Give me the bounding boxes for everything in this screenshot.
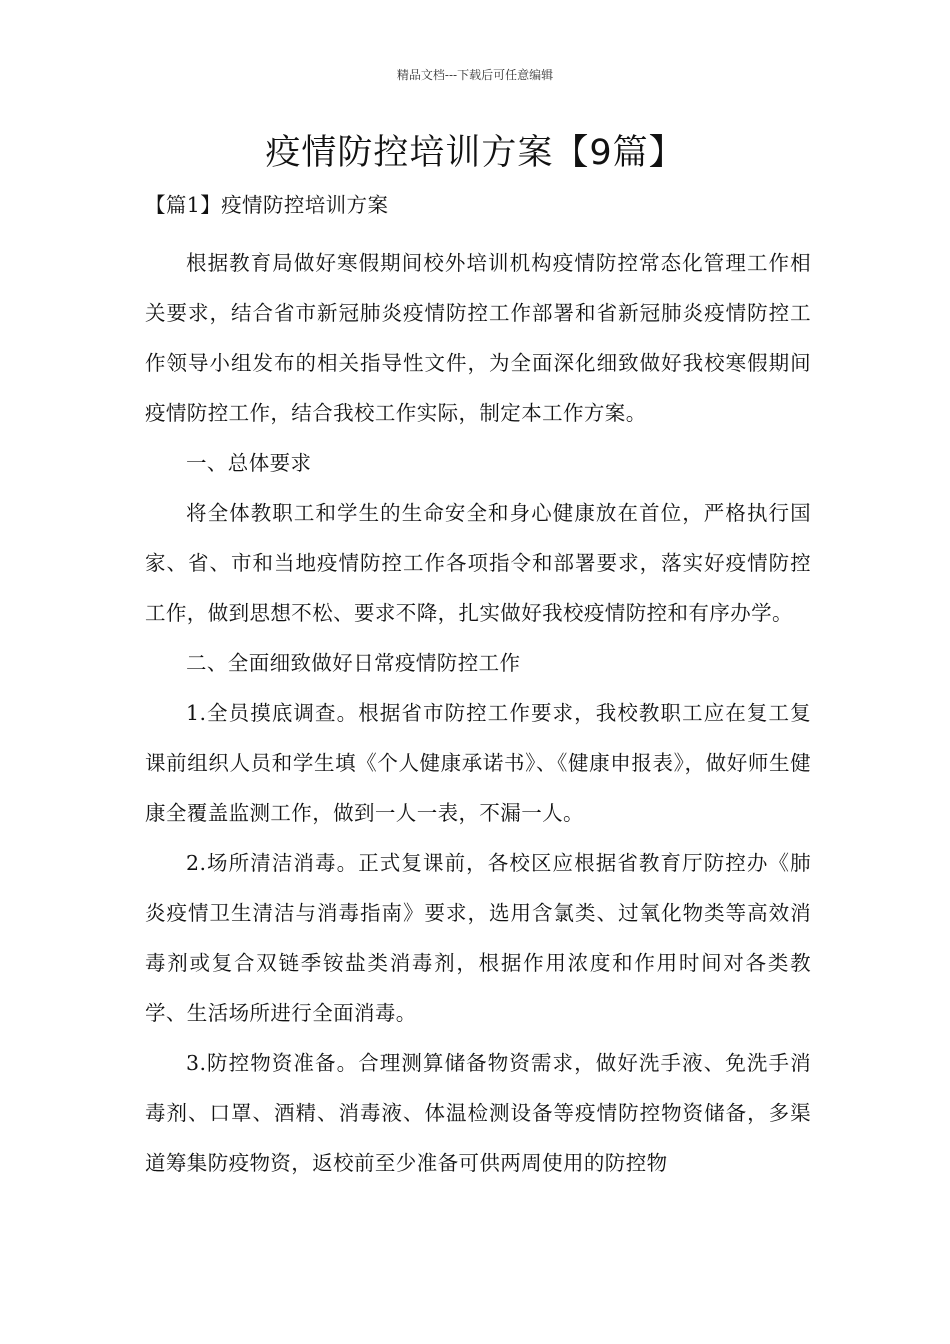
heading-overall-requirements: 一、总体要求: [186, 451, 312, 475]
document-body: [145, 180, 811, 1188]
paragraph-item-3: 3.防控物资准备。合理测算储备物资需求，做好洗手液、免洗手消毒剂、口罩、酒精、消毒液、体温检测设备等疫情防控物资储备，多渠道筹集防疫物资，返校前至少准备可供两周使用的防控物: [145, 1051, 811, 1175]
paragraph-item-1: 1.全员摸底调查。根据省市防控工作要求，我校教职工应在复工复课前组织人员和学生填《个人健康承诺书》、《健康申报表》，做好师生健康全覆盖监测工作，做到一人一表，不漏一人。: [145, 701, 811, 825]
section-heading: 【篇1】疫情防控培训方案: [145, 193, 389, 217]
paragraph-overall-requirements: 将全体教职工和学生的生命安全和身心健康放在首位，严格执行国家、省、市和当地疫情防控工作各项指令和部署要求，落实好疫情防控工作，做到思想不松、要求不降，扎实做好我校疫情防控和有序办学。: [145, 501, 811, 625]
paragraph-item-2: 2.场所清洁消毒。正式复课前，各校区应根据省教育厅防控办《肺炎疫情卫生清洁与消毒指南》要求，选用含氯类、过氧化物类等高效消毒剂或复合双链季铵盐类消毒剂，根据作用浓度和作用时间对各类教学、生活场所进行全面消毒。: [145, 851, 811, 1025]
document-title: 疫情防控培训方案【9篇】: [265, 133, 685, 173]
header-note: 精品文档---下载后可任意编辑: [396, 68, 554, 82]
heading-daily-prevention: 二、全面细致做好日常疫情防控工作: [186, 651, 521, 675]
paragraph-intro: 根据教育局做好寒假期间校外培训机构疫情防控常态化管理工作相关要求，结合省市新冠肺炎疫情防控工作部署和省新冠肺炎疫情防控工作领导小组发布的相关指导性文件，为全面深化细致做好我校寒假期间疫情防控工作，结合我校工作实际，制定本工作方案。: [145, 251, 811, 425]
